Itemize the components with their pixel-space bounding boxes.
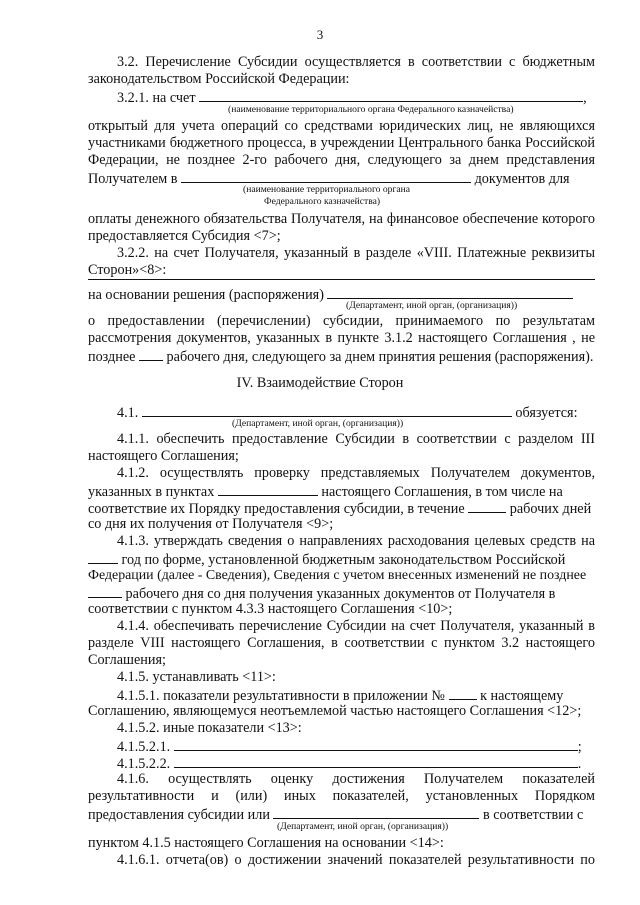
- text-line: Соглашению, являющемуся неотъемлемой частью настоящего Соглашения <12>;: [88, 703, 582, 719]
- text-line: соответствии с пунктом 4.3.3 настоящего Соглашения <10>;: [88, 601, 453, 617]
- text-line: Федерации (далее - Сведения), Сведения с учетом внесенных изменений не позднее: [88, 568, 587, 583]
- text-fragment: .: [577, 756, 582, 772]
- text-fragment: рабочего дня со дня получения указанных документов от Получателя в: [125, 586, 556, 602]
- text-fragment: предоставления субсидии или: [88, 807, 270, 823]
- text-fragment: документов для: [474, 171, 570, 187]
- text-line: Соглашения;: [88, 652, 166, 668]
- field-caption: (Департамент, иной орган, (организация)): [346, 300, 518, 311]
- text-line: Сторон»<8>:: [88, 262, 167, 278]
- text-fragment: на основании решения (распоряжения): [88, 287, 324, 303]
- blank-field: [468, 499, 506, 513]
- text-line: о предоставлении (перечислении) субсидии, принимаемого по результатам: [88, 313, 595, 329]
- blank-field: [88, 584, 122, 598]
- text-fragment: рабочего дня, следующего за днем принятия решения (распоряжения).: [166, 349, 594, 365]
- blank-field: [174, 754, 578, 768]
- paragraph-3-2-2: 3.2.2. на счет Получателя, указанный в разделе «VIII. Платежные реквизиты: [117, 245, 595, 261]
- text-fragment: 4.1.: [117, 405, 139, 421]
- field-caption: Федерального казначейства): [264, 196, 381, 207]
- text-fragment: 4.1.5.1. показатели результативности в приложении №: [117, 688, 445, 704]
- text-line: Федерации, не позднее 2-го рабочего дня, следующего за днем представления: [88, 152, 595, 168]
- field-caption: (наименование территориального органа: [243, 184, 411, 195]
- text-line: участниками бюджетного процесса, в учреждении Центрального банка Российской: [88, 135, 595, 151]
- text-fragment: указанных в пунктах: [88, 484, 215, 500]
- text-line: [88, 347, 595, 366]
- text-line: со дня их получения от Получателя <9>;: [88, 516, 334, 532]
- section-heading-iv: IV. Взаимодействие Сторон: [236, 375, 404, 391]
- blank-field: [88, 550, 118, 564]
- text-fragment: в соответствии с: [483, 807, 584, 823]
- page-number: 3: [316, 27, 324, 42]
- text-fragment: 4.1.5.2.2.: [117, 756, 171, 772]
- text-fragment: 3.2.1. на счет: [117, 90, 196, 106]
- blank-field: [139, 347, 163, 361]
- blank-field: [142, 403, 512, 417]
- text-line: предоставляется Субсидия <7>;: [88, 228, 281, 244]
- paragraph-4-1-6: 4.1.6. осуществлять оценку достижения Получателем показателей: [117, 771, 595, 787]
- blank-field: [449, 686, 477, 700]
- paragraph-4-1-5-2: 4.1.5.2. иные показатели <13>:: [117, 720, 302, 736]
- field-caption: (Департамент, иной орган, (организация)): [232, 418, 404, 429]
- text-line: результативности и (или) иных показателей, установленных Порядком: [88, 788, 595, 804]
- paragraph-3-2-1: 3.2.1. на счет ,: [117, 90, 587, 106]
- text-fragment: 4.1.5.2.1.: [117, 739, 171, 755]
- blank-field: [273, 805, 479, 819]
- paragraph-4-1-2: 4.1.2. осуществлять проверку представляемых Получателем документов,: [117, 465, 595, 481]
- blank-field: [174, 737, 578, 751]
- text-fragment: к настоящему: [480, 688, 564, 704]
- text-fragment: настоящего Соглашения, в том числе на: [321, 484, 563, 500]
- text-line: оплаты денежного обязательства Получателя, на финансовое обеспечение которого: [88, 211, 595, 227]
- text-fragment: позднее: [88, 349, 136, 365]
- text-line: пунктом 4.1.5 настоящего Соглашения на основании <14>:: [88, 835, 444, 851]
- text-line: законодательством Российской Федерации:: [88, 71, 350, 87]
- field-caption: (Департамент, иной орган, (организация)): [277, 821, 449, 832]
- blank-line: [88, 279, 595, 280]
- blank-field: [327, 285, 573, 299]
- text-line: рассмотрения документов, указанных в пункте 3.1.2 настоящего Соглашения , не: [88, 330, 595, 346]
- paragraph-4-1-6-1: 4.1.6.1. отчета(ов) о достижении значений показателей результативности по: [117, 852, 595, 868]
- text-line: разделе VIII настоящего Соглашения, в соответствии с пунктом 3.2 настоящего: [88, 635, 595, 651]
- paragraph-4-1-5: 4.1.5. устанавливать <11>:: [117, 669, 276, 685]
- text-fragment: соответствие их Порядку предоставления субсидии, в течение: [88, 501, 465, 517]
- text-fragment: ;: [577, 739, 582, 755]
- text-fragment: Получателем в: [88, 171, 178, 187]
- blank-field: [199, 88, 583, 102]
- field-caption: (наименование территориального органа Федерального казначейства): [228, 104, 514, 115]
- blank-field: [181, 169, 471, 183]
- text-fragment: год по форме, установленной бюджетным законодательством Российской: [121, 552, 566, 568]
- paragraph-4-1-1: 4.1.1. обеспечить предоставление Субсидии в соответствии с разделом III: [117, 431, 595, 447]
- text-line: настоящего Соглашения;: [88, 448, 239, 464]
- blank-field: [218, 482, 318, 496]
- text-line: открытый для учета операций со средствами юридических лиц, не являющихся: [88, 118, 595, 134]
- text-line: [88, 285, 595, 304]
- text-fragment: обязуется:: [515, 405, 578, 421]
- paragraph-3-2: 3.2. Перечисление Субсидии осуществляется в соответствии с бюджетным: [117, 54, 595, 70]
- paragraph-4-1-4: 4.1.4. обеспечивать перечисление Субсидии на счет Получателя, указанный в: [117, 618, 595, 634]
- text-fragment: рабочих дней: [509, 501, 592, 517]
- paragraph-4-1-3: 4.1.3. утверждать сведения о направлениях расходования целевых средств на: [117, 533, 595, 549]
